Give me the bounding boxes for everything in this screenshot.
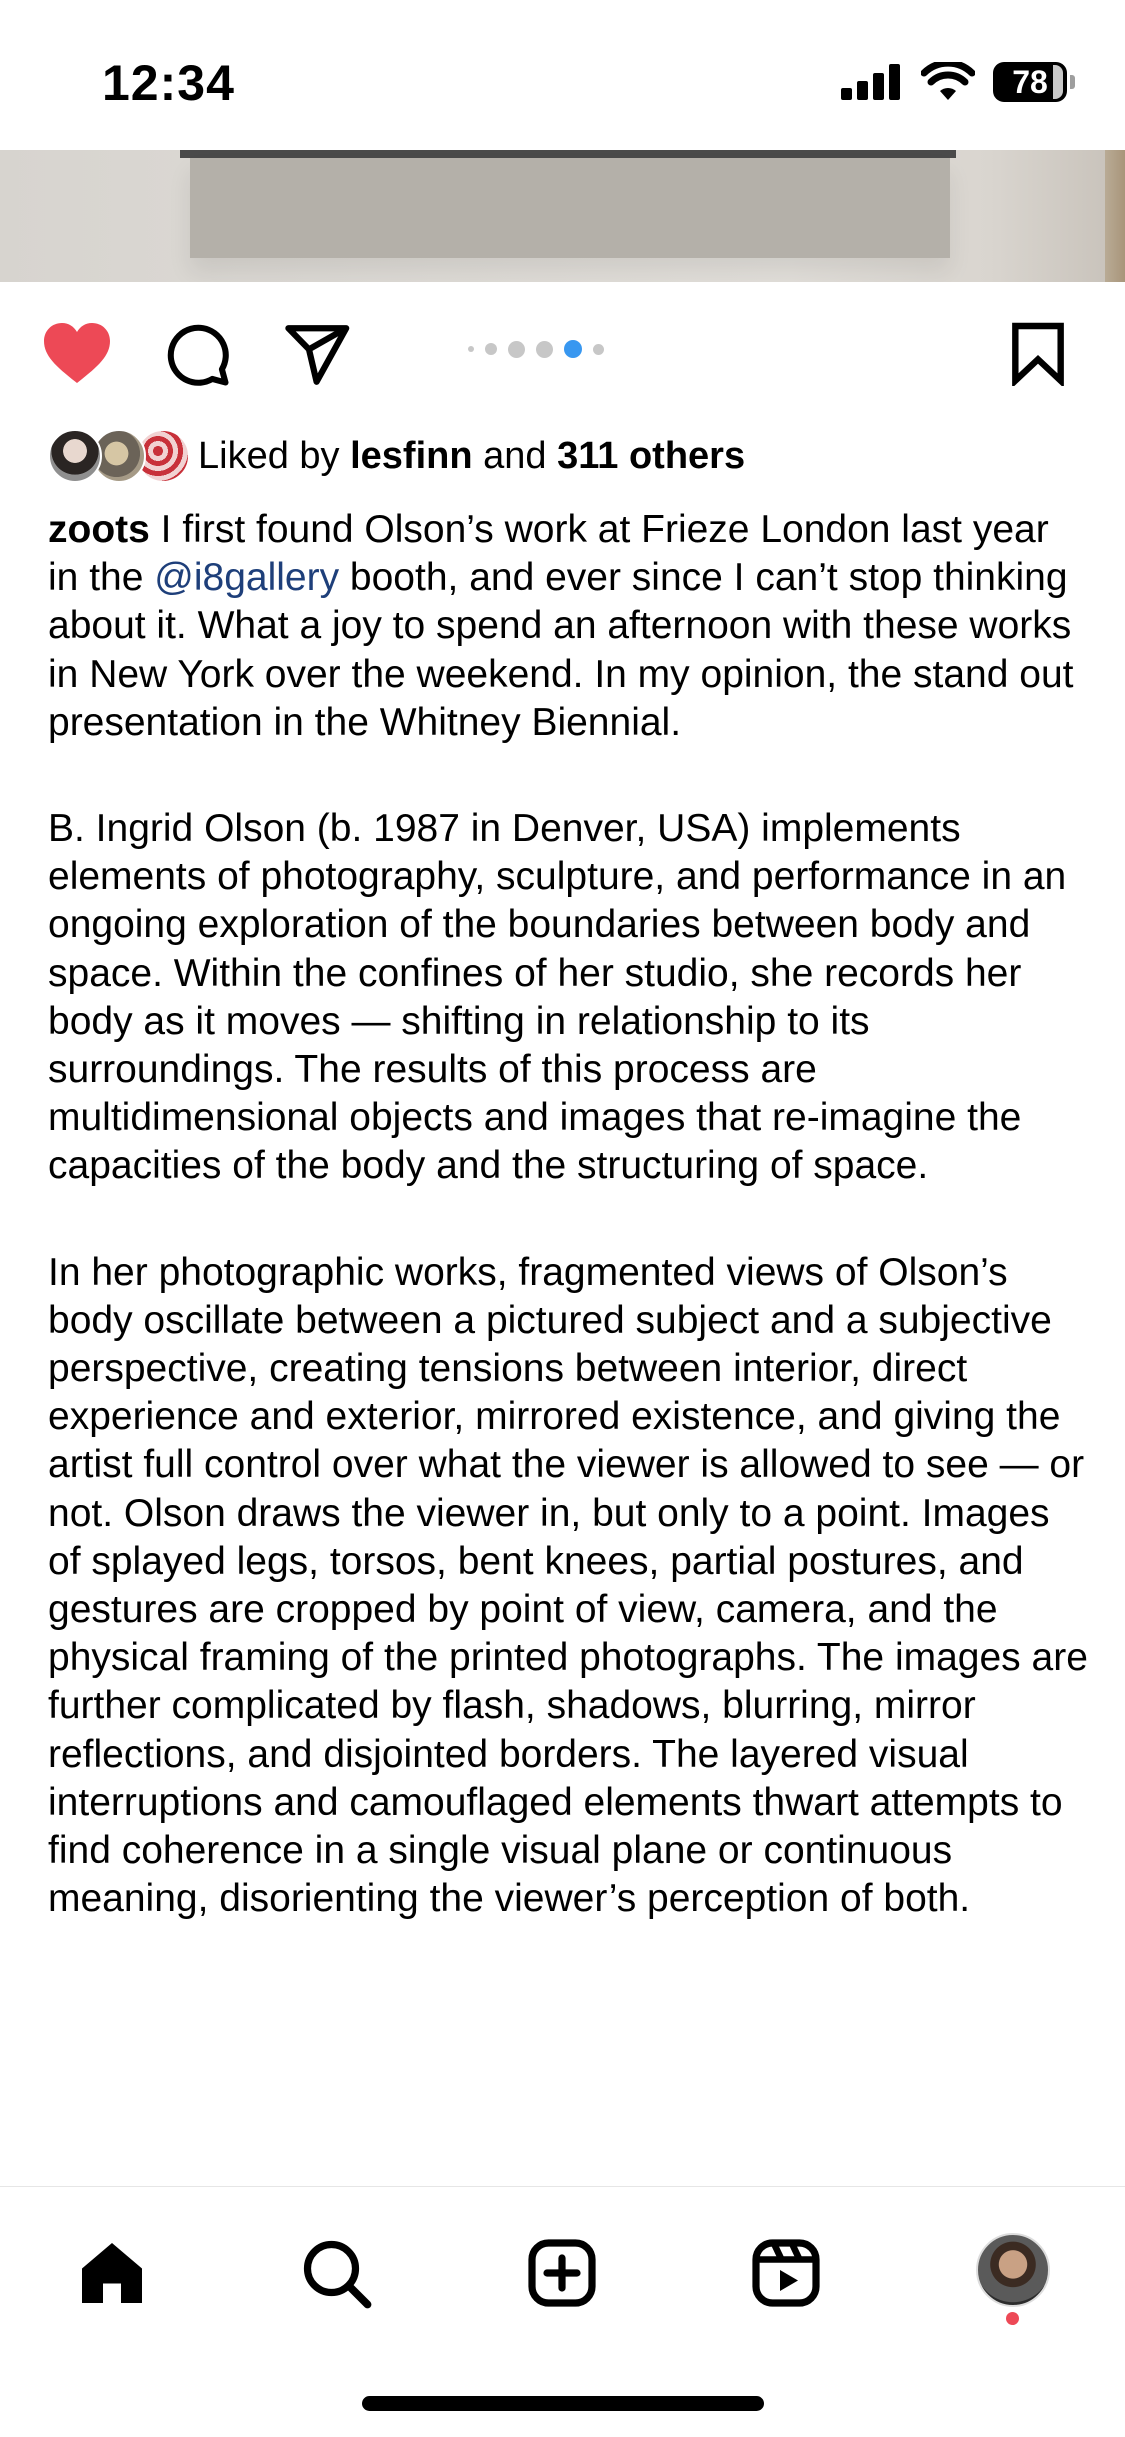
likes-row[interactable] xyxy=(48,428,745,484)
wall-edge xyxy=(1105,150,1125,282)
liker-username[interactable]: lesfinn xyxy=(350,434,473,477)
caption-text: booth, and ever since I can’t stop thinking about it. What a joy to spend an afternoon with these works in New York over the weekend. In my opinion, the stand out presentation in the Whitney Biennial. xyxy=(48,556,1074,744)
status-time: 12:34 xyxy=(102,55,235,111)
liker-avatars xyxy=(48,429,188,483)
home-icon[interactable] xyxy=(76,2237,148,2309)
likes-prefix: Liked by xyxy=(198,434,351,477)
home-indicator[interactable] xyxy=(362,2396,764,2411)
carousel-indicator xyxy=(468,340,604,358)
caption-username[interactable]: zoots xyxy=(48,508,150,551)
battery-icon xyxy=(993,62,1067,102)
like-heart-icon[interactable] xyxy=(40,320,114,386)
artwork-shelf xyxy=(180,150,956,158)
caption-paragraph-1 xyxy=(48,506,1088,747)
reels-icon[interactable] xyxy=(750,2237,822,2309)
post-image[interactable] xyxy=(0,150,1125,282)
caption-paragraph-3: In her photographic works, fragmented views of Olson’s body oscillate between a pictured subject and a subjective perspective, creating tensions between interior, direct experience and exterior, mirrored existence, and giving the artist full control over what the viewer is allowed to see — or not. Olson draws the viewer in, but only to a point. Images of splayed legs, torsos, bent knees, partial postures, and gestures are cropped by point of view, camera, and the physical framing of the printed photographs. The images are further complicated by flash, shadows, blurring, mirror reflections, and disjointed borders. The layered visual interruptions and camouflaged elements thwart attempts to find coherence in a single visual plane or continuous meaning, disorienting the viewer’s perception of both. xyxy=(48,1250,1088,1921)
new-post-icon[interactable] xyxy=(526,2237,598,2309)
carousel-dot xyxy=(508,341,525,358)
liker-others[interactable]: 311 others xyxy=(557,434,746,477)
save-bookmark-icon[interactable] xyxy=(1010,322,1066,386)
post-caption xyxy=(48,506,1088,1923)
carousel-dot xyxy=(536,341,553,358)
carousel-dot xyxy=(593,344,604,355)
status-icons xyxy=(841,62,1067,102)
status-bar xyxy=(0,0,1125,150)
likes-and: and xyxy=(472,434,558,477)
caption-paragraph-2: B. Ingrid Olson (b. 1987 in Denver, USA) implements elements of photography, sculpture, and performance in an ongoing exploration of the boundaries between body and space. Within the confines of her studio, she records her body as it moves — shifting in relationship to its surroundings. The results of this process are multidimensional objects and images that re-imagine the capacities of the body and the structuring of space. xyxy=(48,807,1067,1188)
comment-icon[interactable] xyxy=(164,322,232,388)
profile-avatar[interactable] xyxy=(976,2233,1050,2307)
share-send-icon[interactable] xyxy=(284,324,352,386)
likes-text xyxy=(198,435,745,478)
carousel-dot xyxy=(468,346,474,352)
profile-notification-dot xyxy=(1006,2312,1019,2325)
artwork-frame xyxy=(190,158,950,258)
cellular-signal-icon xyxy=(841,64,903,100)
caption-text: I first found Olson’s work at Frieze London last year in the xyxy=(48,508,1049,600)
carousel-dot-active xyxy=(564,340,582,358)
battery-level: 78 xyxy=(1012,63,1048,100)
liker-avatar xyxy=(48,429,102,483)
carousel-dot xyxy=(485,343,497,355)
search-icon[interactable] xyxy=(300,2237,372,2309)
caption-mention[interactable]: @i8gallery xyxy=(154,556,340,600)
wifi-icon xyxy=(921,62,975,102)
